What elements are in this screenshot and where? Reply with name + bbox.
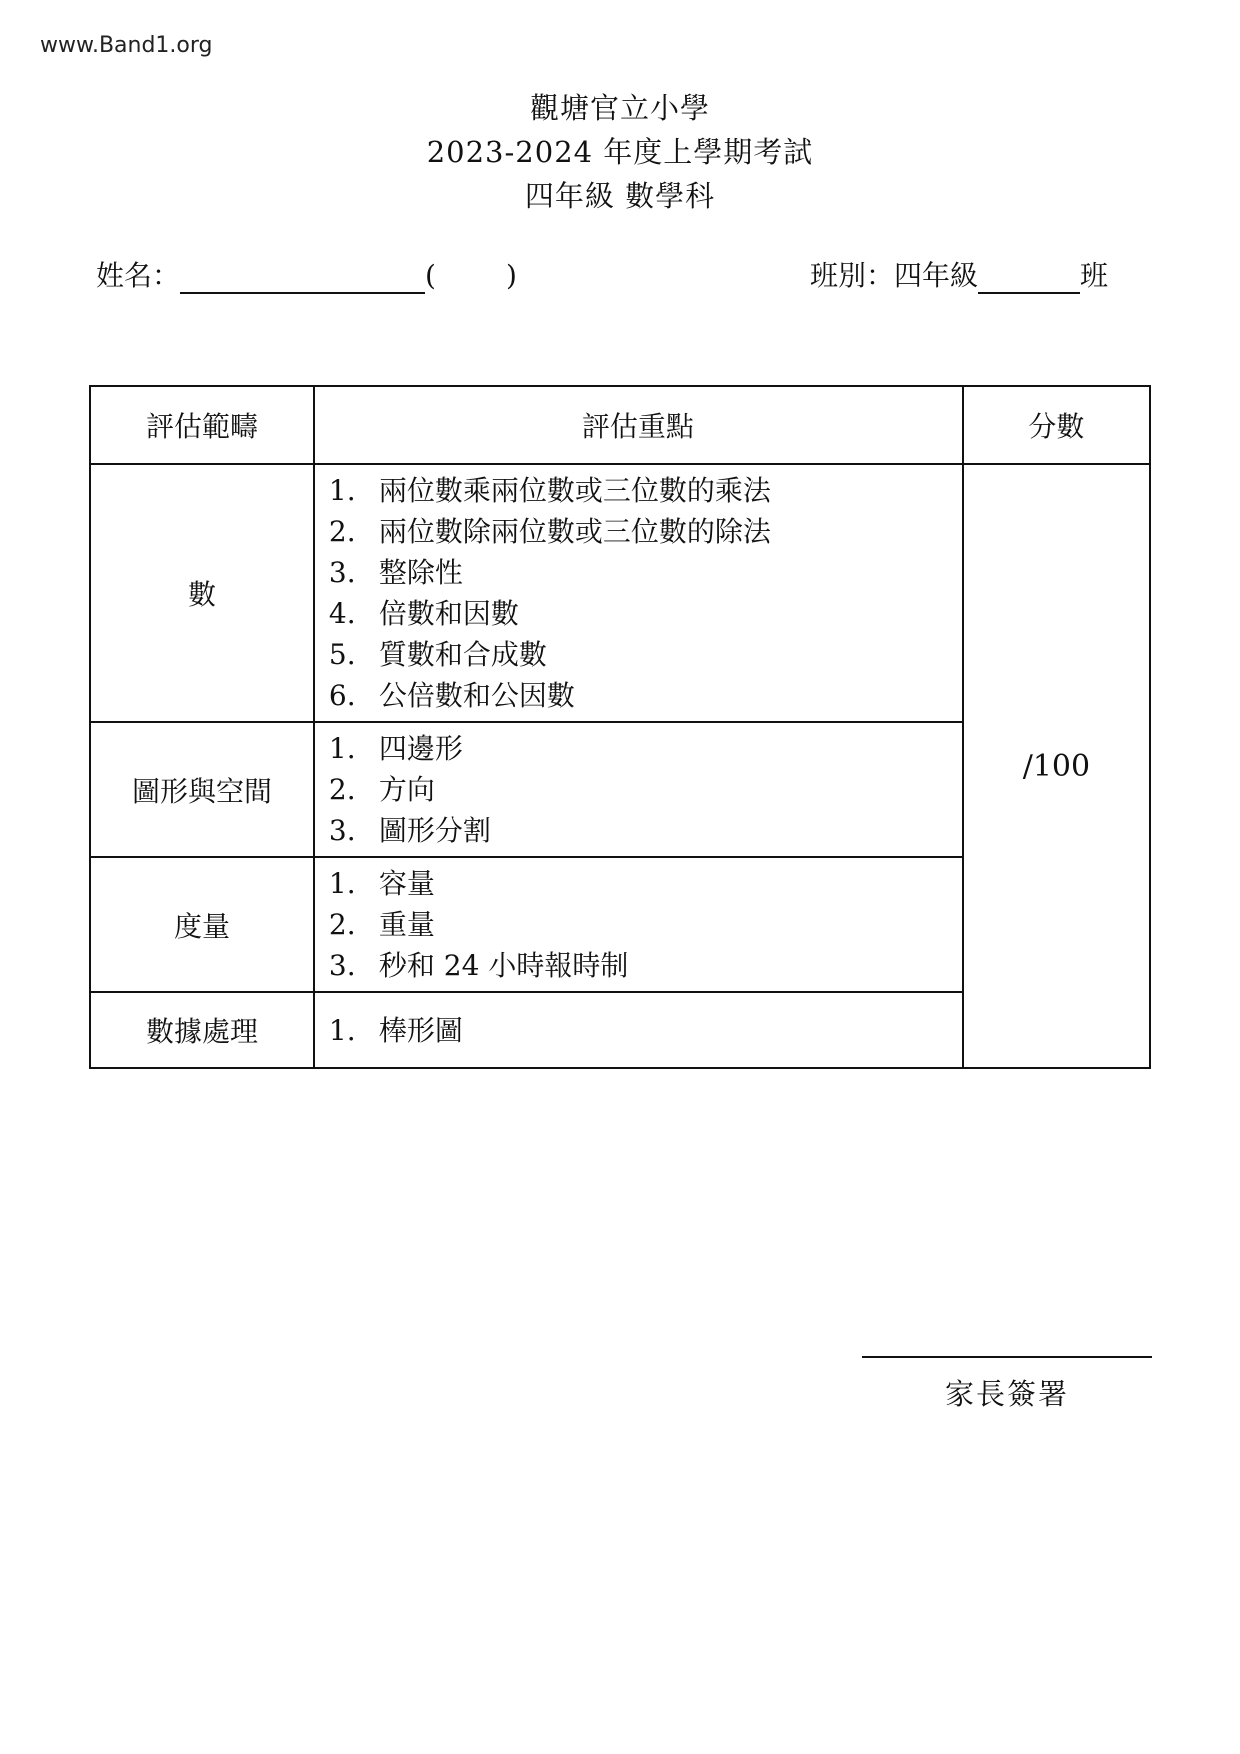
list-item: 1. 容量 xyxy=(328,867,435,900)
paren-open: ( xyxy=(425,259,436,292)
subject-title: 四年級 數學科 xyxy=(524,179,716,213)
list-item: 2. 兩位數除兩位數或三位數的除法 xyxy=(328,515,771,548)
domain-cell: 圖形與空間 xyxy=(90,722,314,857)
list-item: 3. 圖形分割 xyxy=(328,814,491,847)
list-item: 1. 兩位數乘兩位數或三位數的乘法 xyxy=(328,474,771,507)
name-field-row xyxy=(96,258,517,294)
table-row xyxy=(90,464,1150,722)
header-domain: 評估範疇 xyxy=(90,386,314,464)
exam-title: 2023-2024 年度上學期考試 xyxy=(426,135,814,169)
list-item: 1. 棒形圖 xyxy=(328,1013,463,1047)
class-suffix: 班 xyxy=(1080,259,1109,292)
list-item: 2. 重量 xyxy=(328,908,435,941)
parent-signature-line[interactable] xyxy=(862,1356,1152,1413)
focus-cell xyxy=(314,722,963,857)
focus-list xyxy=(329,466,961,720)
focus-cell xyxy=(314,857,963,992)
score-value: /100 xyxy=(1022,748,1091,784)
score-cell[interactable] xyxy=(963,464,1150,1068)
focus-cell xyxy=(314,992,963,1068)
name-label: 姓名： xyxy=(96,259,181,292)
watermark-url: www.Band1.org xyxy=(40,33,213,58)
class-label: 班別：四年級 xyxy=(810,259,979,292)
list-item: 6. 公倍數和公因數 xyxy=(328,679,575,712)
focus-list xyxy=(329,1006,961,1055)
list-item: 3. 整除性 xyxy=(328,556,463,589)
paren-close: ) xyxy=(505,259,517,292)
focus-cell xyxy=(314,464,963,722)
assessment-table xyxy=(89,385,1151,1069)
list-item: 5. 質數和合成數 xyxy=(328,638,547,671)
domain-cell: 度量 xyxy=(90,857,314,992)
domain-cell: 數 xyxy=(90,464,314,722)
parent-signature-label: 家長簽署 xyxy=(944,1377,1069,1411)
table-header-row xyxy=(90,386,1150,464)
list-item: 3. 秒和 24 小時報時制 xyxy=(328,949,629,982)
focus-list xyxy=(329,859,961,990)
school-name: 觀塘官立小學 xyxy=(529,91,710,125)
header-score: 分數 xyxy=(963,386,1150,464)
domain-cell: 數據處理 xyxy=(90,992,314,1068)
name-blank-line[interactable] xyxy=(180,262,425,294)
class-blank-line[interactable] xyxy=(978,262,1080,294)
class-field-row xyxy=(810,258,1108,294)
list-item: 2. 方向 xyxy=(328,773,435,806)
focus-list xyxy=(329,724,961,855)
list-item: 1. 四邊形 xyxy=(328,732,463,765)
exam-header xyxy=(0,86,1240,218)
list-item: 4. 倍數和因數 xyxy=(328,597,519,630)
header-focus: 評估重點 xyxy=(314,386,963,464)
